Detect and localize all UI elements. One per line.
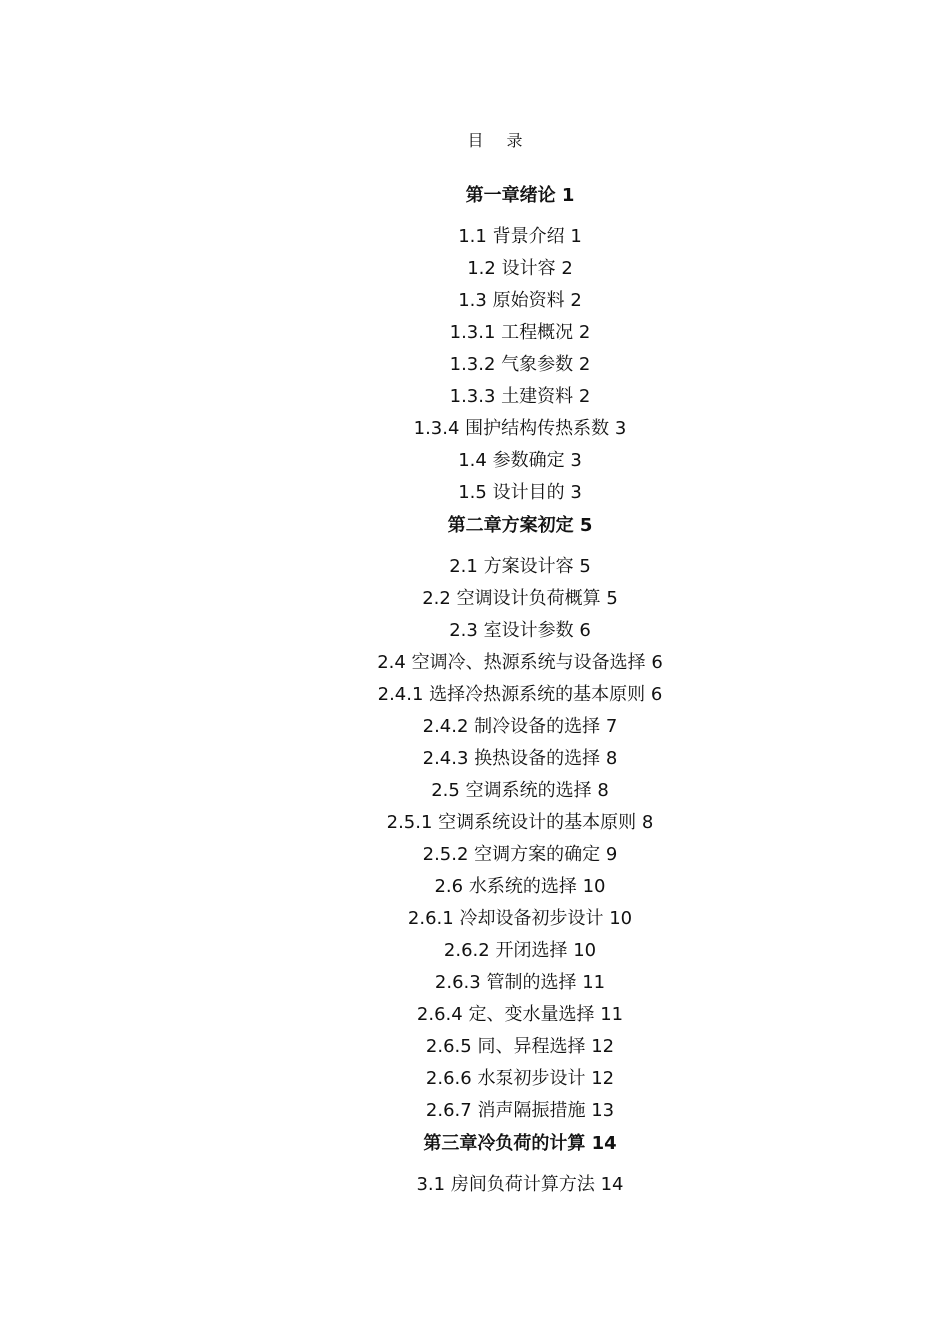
toc-entry-title: 选择冷热源系统的基本原则 [429, 684, 646, 705]
toc-entry[interactable] [90, 285, 950, 317]
toc-entry-page: 11 [582, 972, 606, 993]
toc-entry-number: 第三章 [423, 1133, 478, 1154]
toc-chapter-entry[interactable] [90, 179, 950, 221]
toc-entry-number: 1.3.3 [449, 386, 496, 407]
toc-entry[interactable] [90, 711, 950, 743]
toc-entry-page: 12 [591, 1068, 615, 1089]
toc-entry-title: 冷却设备初步设计 [459, 908, 604, 929]
toc-entry-number: 2.4.1 [377, 684, 424, 705]
toc-entry[interactable] [90, 903, 950, 935]
toc-entry-title: 方案初定 [501, 515, 574, 536]
toc-entry-number: 2.6 [434, 876, 464, 897]
toc-entry-page: 8 [605, 748, 618, 769]
toc-entry-number: 2.6.5 [425, 1036, 472, 1057]
toc-entry[interactable] [90, 839, 950, 871]
toc-entry-title: 同、异程选择 [477, 1036, 586, 1057]
toc-entry-number: 2.5.2 [422, 844, 469, 865]
toc-title: 目 录 [467, 131, 525, 150]
toc-entry-number: 1.4 [458, 450, 487, 471]
toc-entry-number: 第一章 [465, 185, 520, 206]
toc-entry[interactable] [90, 743, 950, 775]
toc-entry-number: 1.3 [458, 290, 487, 311]
toc-entry-number: 1.1 [458, 226, 487, 247]
toc-entry-page: 1 [561, 185, 575, 206]
toc-entry[interactable] [90, 1169, 950, 1201]
toc-entry-title: 气象参数 [501, 354, 574, 375]
toc-entry-page: 3 [570, 482, 582, 503]
toc-entry-title: 绪论 [519, 185, 556, 206]
toc-entry-page: 8 [641, 812, 654, 833]
toc-entry-number: 2.3 [449, 620, 478, 641]
toc-entry-title: 管制的选择 [486, 972, 577, 993]
toc-entry-page: 3 [570, 450, 582, 471]
toc-entry-title: 水系统的选择 [468, 876, 577, 897]
toc-entry-number: 2.4.2 [422, 716, 469, 737]
toc-entry-page: 13 [591, 1100, 615, 1121]
toc-entry-number: 2.5.1 [386, 812, 433, 833]
toc-entry-number: 1.3.1 [449, 322, 496, 343]
toc-chapter-entry[interactable] [90, 1127, 950, 1169]
toc-entry-number: 2.4 [377, 652, 406, 673]
toc-entry[interactable] [90, 1063, 950, 1095]
toc-entry-page: 12 [591, 1036, 615, 1057]
toc-entry[interactable] [90, 1031, 950, 1063]
toc-entry-title: 背景介绍 [492, 226, 565, 247]
toc-entry-title: 空调系统的选择 [465, 780, 592, 801]
toc-entry-page: 7 [605, 716, 618, 737]
toc-entry-title: 工程概况 [501, 322, 574, 343]
toc-entry[interactable] [90, 253, 950, 285]
toc-entry[interactable] [90, 349, 950, 381]
toc-entry-number: 2.5 [431, 780, 460, 801]
toc-entry-page: 14 [591, 1133, 617, 1154]
toc-entry-number: 2.6.2 [443, 940, 490, 961]
toc-entry-page: 6 [651, 652, 663, 673]
toc-entry-page: 11 [600, 1004, 624, 1025]
toc-entry-title: 空调系统设计的基本原则 [438, 812, 637, 833]
toc-entry-title: 换热设备的选择 [474, 748, 601, 769]
toc-entry-page: 2 [570, 290, 582, 311]
toc-entry-title: 空调设计负荷概算 [456, 588, 601, 609]
toc-entry-title: 参数确定 [492, 450, 565, 471]
toc-entry-page: 9 [605, 844, 618, 865]
toc-entry-number: 1.2 [467, 258, 496, 279]
toc-entry-title: 室设计参数 [483, 620, 574, 641]
toc-entry-title: 定、变水量选择 [468, 1004, 595, 1025]
toc-entry-page: 8 [597, 780, 609, 801]
toc-entry-title: 设计容 [501, 258, 556, 279]
toc-entry[interactable] [90, 679, 950, 711]
toc-entry-number: 2.6.6 [425, 1068, 472, 1089]
toc-entry-title: 开闭选择 [495, 940, 568, 961]
toc-entry[interactable] [90, 477, 950, 509]
toc-entry[interactable] [90, 967, 950, 999]
toc-entry-number: 2.2 [422, 588, 451, 609]
toc-entry[interactable] [90, 445, 950, 477]
toc-entry-title: 土建资料 [501, 386, 574, 407]
toc-entry[interactable] [90, 775, 950, 807]
toc-entry-page: 10 [582, 876, 606, 897]
toc-entry-title: 冷负荷的计算 [477, 1133, 586, 1154]
toc-entry-title: 方案设计容 [483, 556, 574, 577]
toc-entry-number: 3.1 [416, 1174, 446, 1195]
toc-entry-page: 10 [573, 940, 597, 961]
toc-entry[interactable] [90, 221, 950, 253]
toc-entry-number: 2.6.3 [434, 972, 481, 993]
toc-entry[interactable] [90, 999, 950, 1031]
toc-entry[interactable] [90, 1095, 950, 1127]
toc-entry-number: 2.4.3 [422, 748, 469, 769]
toc-entry-number: 2.6.7 [425, 1100, 472, 1121]
toc-entry-page: 14 [600, 1174, 624, 1195]
toc-entry-page: 5 [579, 556, 591, 577]
toc-entry-title: 房间负荷计算方法 [450, 1174, 595, 1195]
toc-entry-number: 1.3.4 [413, 418, 460, 439]
toc-entry-title: 原始资料 [492, 290, 565, 311]
toc-entry[interactable] [90, 871, 950, 903]
toc-entry-title: 水泵初步设计 [477, 1068, 586, 1089]
toc-entry[interactable] [90, 551, 950, 583]
toc-entry-page: 2 [578, 322, 591, 343]
toc-entry-page: 3 [614, 418, 627, 439]
toc-entry-title: 空调冷、热源系统与设备选择 [411, 652, 646, 673]
toc-entry-page: 1 [570, 226, 582, 247]
toc-entry[interactable] [90, 647, 950, 679]
toc-chapter-entry[interactable] [90, 509, 950, 551]
toc-entry-page: 10 [609, 908, 633, 929]
toc-list [0, 179, 950, 1201]
toc-entry-page: 5 [606, 588, 618, 609]
toc-entry-page: 2 [578, 386, 591, 407]
toc-entry[interactable] [90, 413, 950, 445]
toc-entry-page: 6 [650, 684, 663, 705]
toc-entry-title: 设计目的 [492, 482, 565, 503]
toc-entry-title: 空调方案的确定 [474, 844, 601, 865]
toc-entry-page: 5 [579, 515, 593, 536]
toc-entry[interactable] [90, 381, 950, 413]
toc-entry[interactable] [90, 935, 950, 967]
toc-entry-number: 第二章 [447, 515, 502, 536]
toc-entry-number: 2.6.1 [407, 908, 454, 929]
toc-entry-page: 2 [561, 258, 573, 279]
toc-entry[interactable] [90, 807, 950, 839]
toc-entry-page: 6 [579, 620, 591, 641]
toc-entry-page: 2 [578, 354, 591, 375]
toc-entry-number: 1.3.2 [449, 354, 496, 375]
toc-entry-number: 2.1 [449, 556, 478, 577]
toc-entry-title: 围护结构传热系数 [465, 418, 610, 439]
toc-entry-title: 消声隔振措施 [477, 1100, 586, 1121]
toc-entry-title: 制冷设备的选择 [474, 716, 601, 737]
toc-entry[interactable] [90, 583, 950, 615]
toc-entry-number: 2.6.4 [416, 1004, 463, 1025]
toc-entry[interactable] [90, 317, 950, 349]
toc-entry-number: 1.5 [458, 482, 487, 503]
toc-entry[interactable] [90, 615, 950, 647]
